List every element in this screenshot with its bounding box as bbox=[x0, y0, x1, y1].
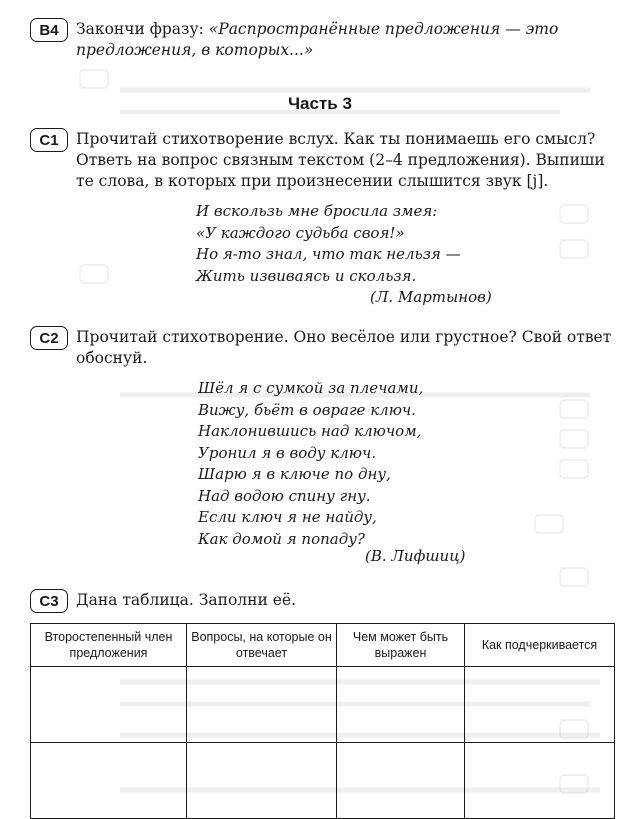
poem-c2 bbox=[198, 378, 423, 550]
table-cell[interactable] bbox=[337, 743, 465, 819]
table-header-row bbox=[31, 624, 615, 667]
poem-line: Жить извиваясь и скользя. bbox=[196, 266, 417, 285]
task-text-b4-prefix: Закончи фразу: bbox=[76, 20, 209, 38]
section-heading: Часть 3 bbox=[288, 94, 352, 113]
poem-author-c1: (Л. Мартынов) bbox=[370, 288, 492, 306]
table-cell[interactable] bbox=[187, 667, 337, 743]
table-row bbox=[31, 667, 615, 743]
table-cell[interactable] bbox=[31, 667, 187, 743]
task-text-c2: Прочитай стихотворение. Оно весёлое или грустное? Свой ответ обоснуй. bbox=[76, 328, 612, 367]
table-cell[interactable] bbox=[465, 743, 615, 819]
task-label-c2: C2 bbox=[30, 326, 68, 350]
fill-in-table bbox=[30, 623, 615, 819]
poem-line: «У каждого судьба своя!» bbox=[196, 223, 405, 242]
task-text-c3: Дана таблица. Заполни её. bbox=[76, 591, 296, 609]
task-label-c3: C3 bbox=[30, 589, 68, 613]
poem-line: Если ключ я не найду, bbox=[198, 508, 377, 526]
task-label-c1: C1 bbox=[30, 128, 68, 152]
poem-author-c2: (В. Лифшиц) bbox=[365, 547, 466, 565]
table-header-cell: Вопросы, на которые он отвечает bbox=[187, 624, 337, 667]
poem-line: Как домой я попаду? bbox=[198, 529, 365, 548]
table-row bbox=[31, 743, 615, 819]
table-cell[interactable] bbox=[187, 743, 337, 819]
task-text-b4-quote: «Распространённые предложения — это предложения, в которых...» bbox=[76, 20, 559, 59]
task-label-b4: B4 bbox=[30, 18, 68, 42]
task-text-c1: Прочитай стихотворение вслух. Как ты понимаешь его смысл? Ответь на вопрос связным текстом (2–4 предложения). Выпиши те слова, в которых при произнесении слышится звук [j]. bbox=[76, 130, 605, 190]
table-header-cell: Как подчеркивается bbox=[465, 624, 615, 667]
poem-line: Над водою спину гну. bbox=[198, 486, 371, 505]
poem-line: Вижу, бьёт в овраге ключ. bbox=[198, 400, 417, 419]
table-header-cell: Чем может быть выражен bbox=[337, 624, 465, 667]
poem-c1 bbox=[196, 201, 461, 287]
poem-line: Шарю я в ключе по дну, bbox=[198, 465, 391, 483]
table-cell[interactable] bbox=[465, 667, 615, 743]
poem-line: Наклонившись над ключом, bbox=[198, 422, 422, 440]
poem-line: Шёл я с сумкой за плечами, bbox=[198, 379, 424, 397]
table-header-cell: Второстепенный член предложения bbox=[31, 624, 187, 667]
table-cell[interactable] bbox=[31, 743, 187, 819]
task-text-b4 bbox=[76, 19, 616, 61]
table-cell[interactable] bbox=[337, 667, 465, 743]
poem-line: И вскользь мне бросила змея: bbox=[196, 202, 438, 220]
poem-line: Но я-то знал, что так нельзя — bbox=[196, 245, 461, 263]
poem-line: Уронил я в воду ключ. bbox=[198, 443, 377, 462]
